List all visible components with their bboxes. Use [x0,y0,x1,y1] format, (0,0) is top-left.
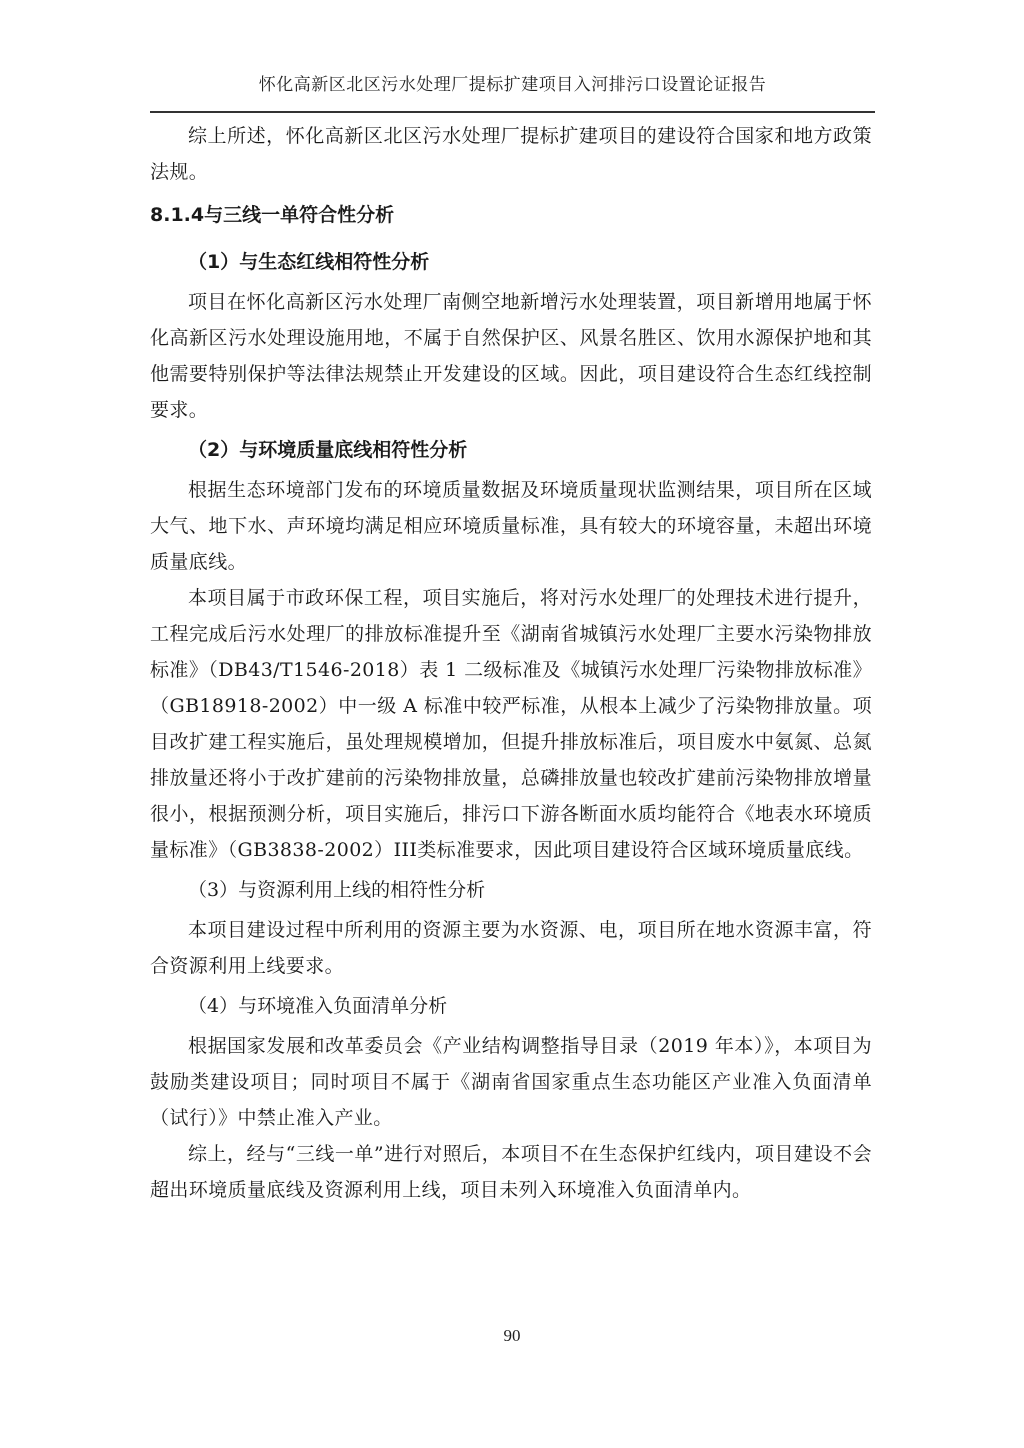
header-divider [150,111,875,113]
conclusion-paragraph: 综上，经与“三线一单”进行对照后，本项目不在生态保护红线内，项目建设不会超出环境质量底线及资源利用上线，项目未列入环境准入负面清单内。 [150,1143,872,1201]
section-heading: 8.1.4与三线一单符合性分析 [150,204,395,226]
subsection-1-paragraph: 项目在怀化高新区污水处理厂南侧空地新增污水处理装置，项目新增用地属于怀化高新区污水处理设施用地，不属于自然保护区、风景名胜区、饮用水源保护地和其他需要特别保护等法律法规禁止开发建设的区域。因此，项目建设符合生态红线控制要求。 [150,291,872,421]
subsection-3-paragraph: 本项目建设过程中所利用的资源主要为水资源、电，项目所在地水资源丰富，符合资源利用上线要求。 [150,919,872,977]
page-header-title: 怀化高新区北区污水处理厂提标扩建项目入河排污口设置论证报告 [258,75,767,95]
subsection-4-paragraph: 根据国家发展和改革委员会《产业结构调整指导目录（2019 年本）》，本项目为鼓励类建设项目；同时项目不属于《湖南省国家重点生态功能区产业准入负面清单（试行）》中禁止准入产业。 [150,1035,872,1129]
subsection-2-paragraph-2: 本项目属于市政环保工程，项目实施后，将对污水处理厂的处理技术进行提升，工程完成后污水处理厂的排放标准提升至《湖南省城镇污水处理厂主要水污染物排放标准》（DB43/T1546-2018）表 1 二级标准及《城镇污水处理厂污染物排放标准》（GB18918-2002）中一级 A 标准中较严标准，从根本上减少了污染物排放量。项目改扩建工程实施后，虽处理规模增加，但提升排放标准后，项目废水中氨氮、总氮排放量还将小于改扩建前的污染物排放量，总磷排放量也较改扩建前污染物排放增量很小，根据预测分析，项目实施后，排污口下游各断面水质均能符合《地表水环境质量标准》（GB3838-2002）III类标准要求，因此项目建设符合区域环境质量底线。 [150,587,872,861]
subsection-heading-2: （2）与环境质量底线相符性分析 [188,439,468,461]
subsection-heading-3: （3）与资源利用上线的相符性分析 [188,879,486,901]
document-body [150,118,872,1208]
subsection-heading-1: （1）与生态红线相符性分析 [188,251,430,273]
subsection-2-paragraph-1: 根据生态环境部门发布的环境质量数据及环境质量现状监测结果，项目所在区域大气、地下水、声环境均满足相应环境质量标准，具有较大的环境容量，未超出环境质量底线。 [150,479,872,573]
intro-paragraph: 综上所述，怀化高新区北区污水处理厂提标扩建项目的建设符合国家和地方政策法规。 [150,125,872,183]
subsection-heading-4: （4）与环境准入负面清单分析 [188,995,448,1017]
page-number: 90 [503,1326,521,1345]
